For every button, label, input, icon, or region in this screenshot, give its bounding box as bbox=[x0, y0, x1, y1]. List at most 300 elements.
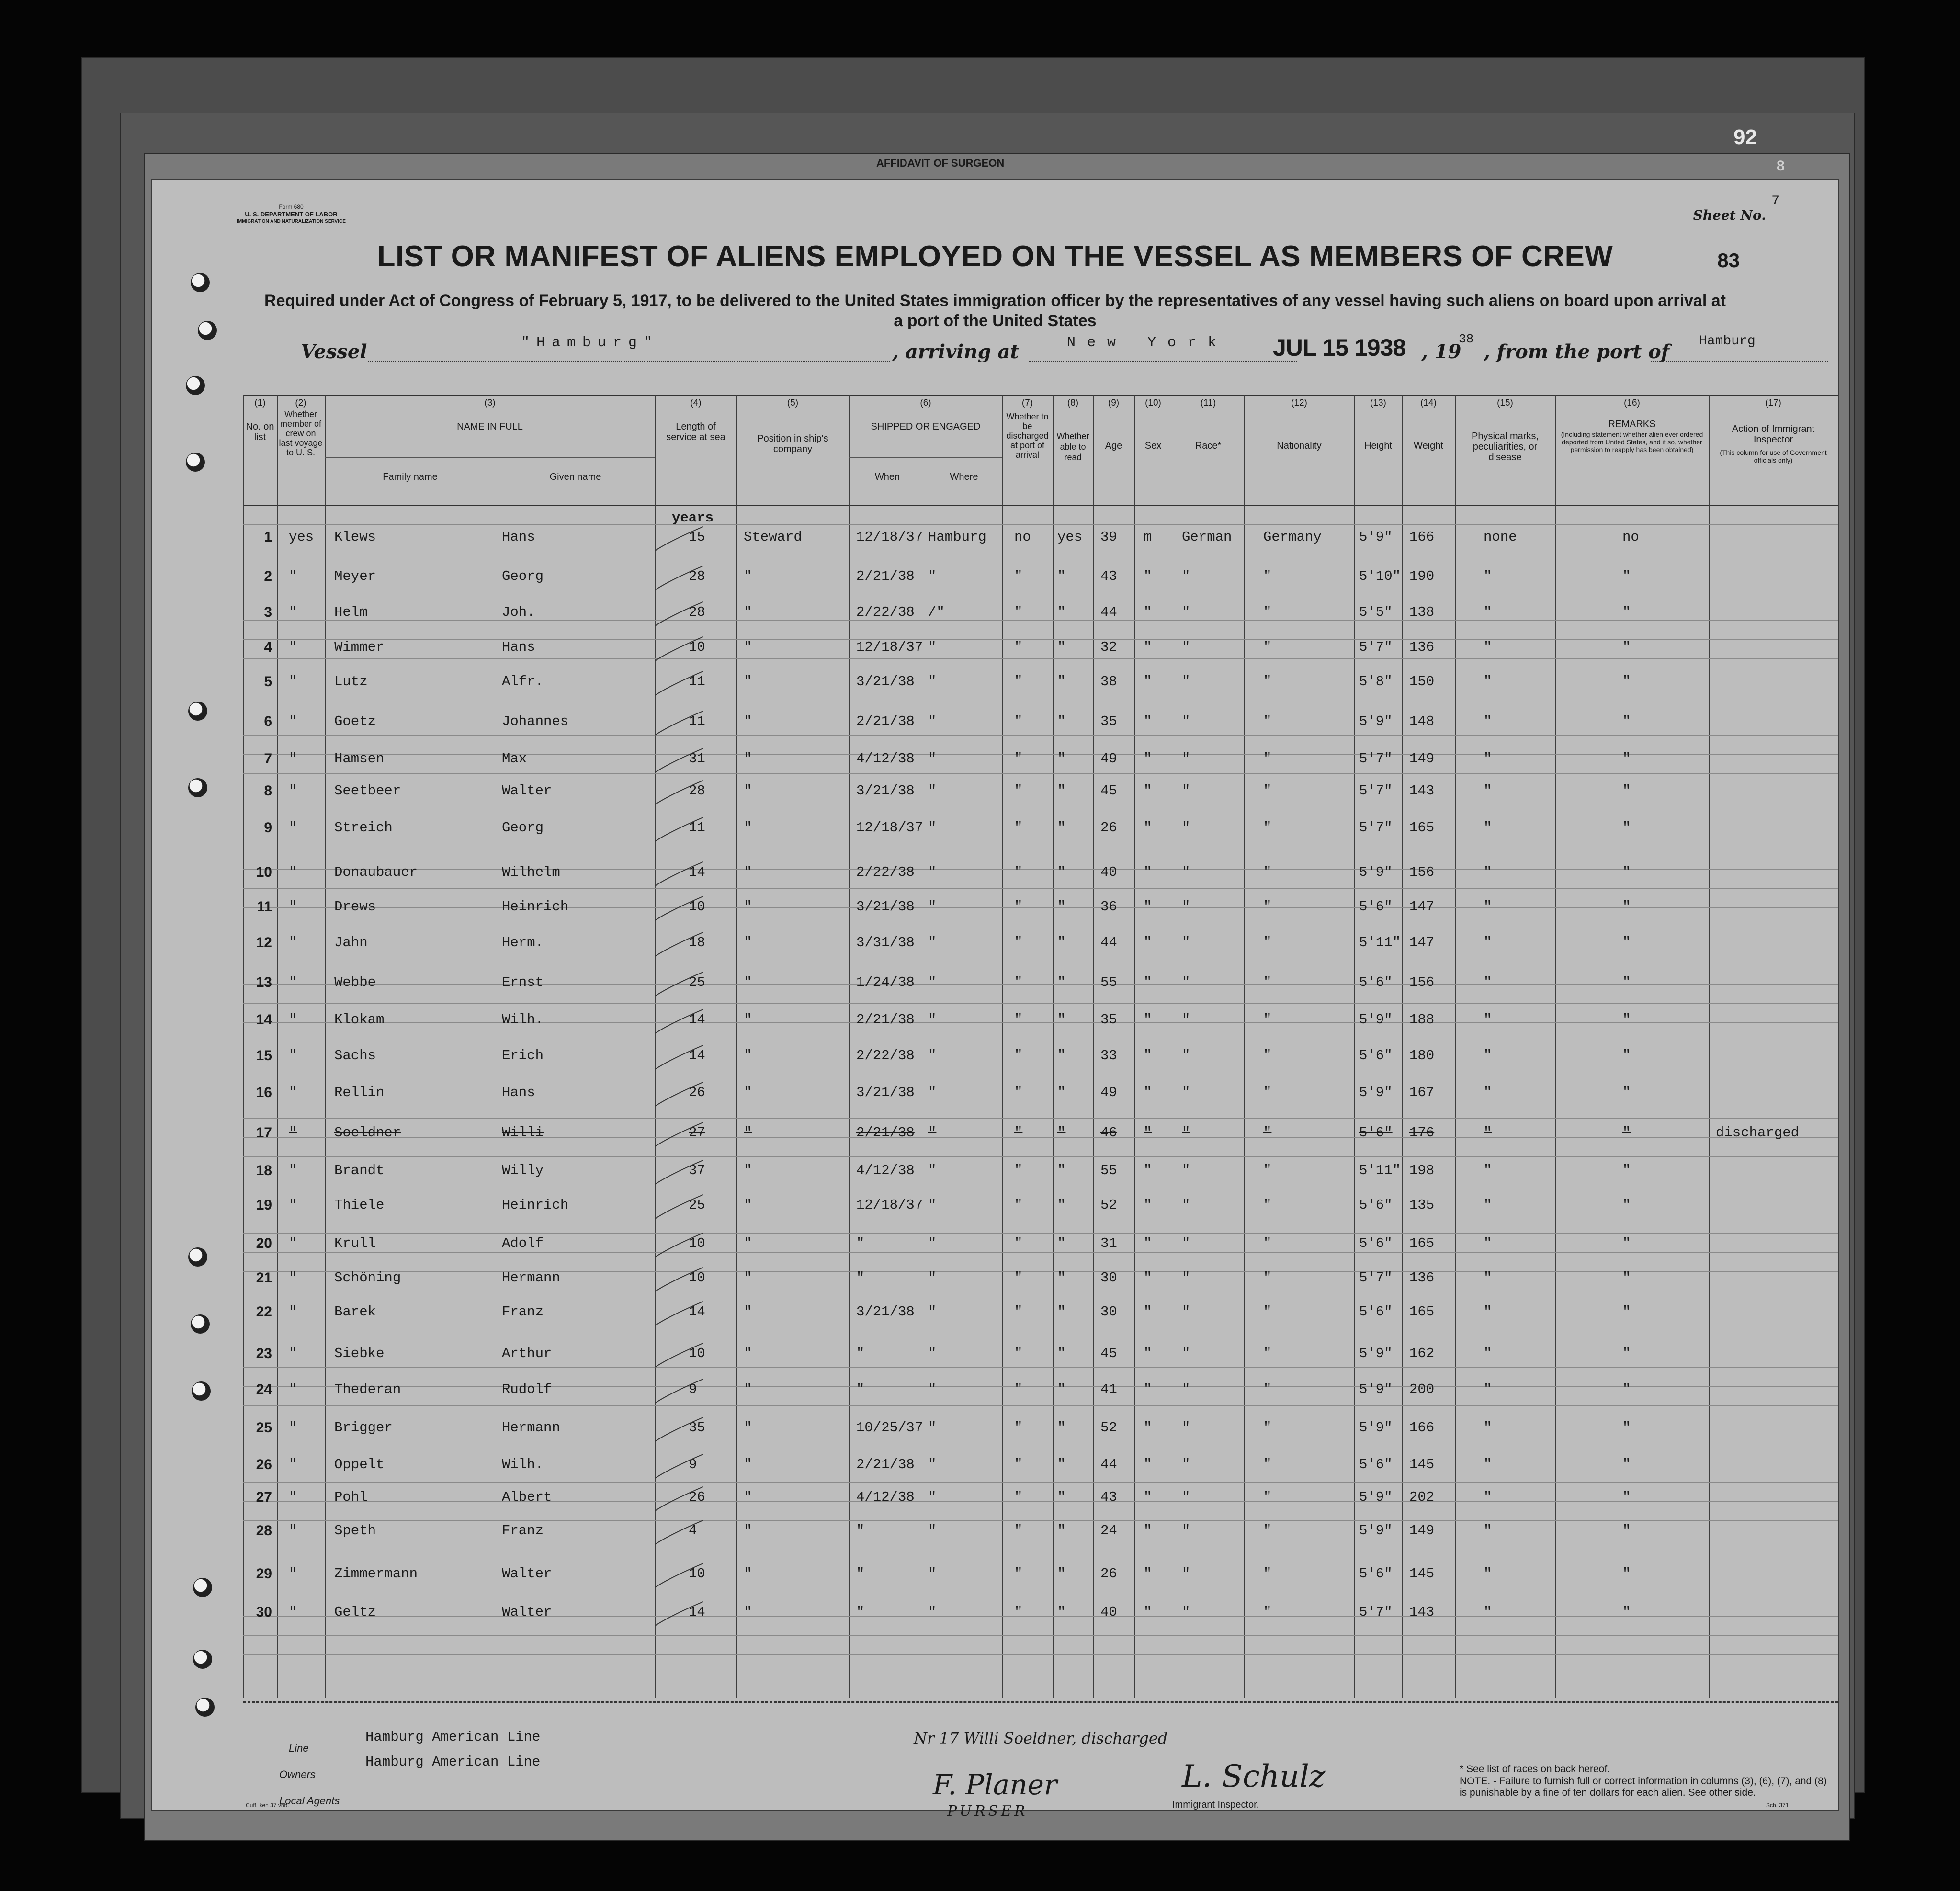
member-cell: " bbox=[289, 899, 297, 915]
shipped-when-cell: 12/18/37 bbox=[856, 639, 923, 655]
row-number: 16 bbox=[256, 1085, 272, 1100]
able-to-read-cell: " bbox=[1057, 751, 1066, 767]
col-number: (5) bbox=[787, 398, 799, 408]
position-cell: " bbox=[744, 639, 752, 655]
able-to-read-cell: " bbox=[1057, 1346, 1066, 1361]
position-cell: " bbox=[744, 935, 752, 951]
physical-marks-cell: " bbox=[1484, 820, 1492, 836]
age-cell: 52 bbox=[1100, 1197, 1117, 1213]
tally-mark bbox=[655, 527, 703, 551]
member-cell: " bbox=[289, 1457, 297, 1472]
family-name-cell: Hamsen bbox=[334, 751, 385, 767]
shipped-when-cell: 12/18/37 bbox=[856, 820, 923, 836]
row-number: 13 bbox=[256, 974, 272, 990]
from-port-underline bbox=[1651, 361, 1828, 362]
shipped-when-cell: " bbox=[856, 1346, 865, 1361]
tally-mark bbox=[655, 1487, 703, 1511]
tally-mark bbox=[655, 781, 703, 804]
physical-marks-cell: " bbox=[1484, 899, 1492, 915]
print-code: Cuff. ken 37 vnb. bbox=[246, 1802, 289, 1809]
able-to-read-cell: " bbox=[1057, 713, 1066, 729]
tally-mark bbox=[655, 1082, 703, 1106]
nationality-cell: " bbox=[1263, 783, 1272, 799]
nationality-cell: " bbox=[1263, 1604, 1272, 1620]
age-cell: 26 bbox=[1100, 1566, 1117, 1582]
discharged-cell: " bbox=[1014, 1012, 1023, 1028]
shipped-when-cell: " bbox=[856, 1235, 865, 1251]
nationality-cell: " bbox=[1263, 899, 1272, 915]
age-cell: 45 bbox=[1100, 1346, 1117, 1361]
given-name-cell: Franz bbox=[502, 1523, 544, 1539]
weight-cell: 135 bbox=[1409, 1197, 1435, 1213]
col-number: (16) bbox=[1624, 398, 1640, 408]
race-cell: " bbox=[1182, 1381, 1190, 1397]
row-number: 8 bbox=[264, 783, 272, 799]
sex-cell: " bbox=[1144, 1566, 1152, 1582]
able-to-read-cell: " bbox=[1057, 568, 1066, 584]
race-cell: " bbox=[1182, 1457, 1190, 1472]
weight-cell: 145 bbox=[1409, 1566, 1435, 1582]
header-physical: Physical marks, peculiarities, or disease bbox=[1471, 431, 1539, 463]
able-to-read-cell: " bbox=[1057, 1420, 1066, 1436]
position-cell: " bbox=[744, 974, 752, 990]
header-action-sub: (This column for use of Government officials only) bbox=[1720, 449, 1827, 464]
race-cell: " bbox=[1182, 1604, 1190, 1620]
race-cell: " bbox=[1182, 568, 1190, 584]
position-cell: " bbox=[744, 1085, 752, 1100]
discharged-cell: " bbox=[1014, 1523, 1023, 1539]
height-cell: 5'8" bbox=[1359, 674, 1393, 690]
age-cell: 55 bbox=[1100, 974, 1117, 990]
remarks-cell: " bbox=[1622, 1235, 1631, 1251]
height-cell: 5'9" bbox=[1359, 1012, 1393, 1028]
age-cell: 35 bbox=[1100, 713, 1117, 729]
tally-mark bbox=[655, 1302, 703, 1325]
shipped-when-cell: 2/22/38 bbox=[856, 604, 915, 620]
header-given-name: Given name bbox=[549, 472, 601, 482]
remarks-cell: " bbox=[1622, 1489, 1631, 1505]
given-name-cell: Ernst bbox=[502, 974, 544, 990]
position-cell: " bbox=[744, 1457, 752, 1472]
physical-marks-cell: " bbox=[1484, 1604, 1492, 1620]
race-cell: " bbox=[1182, 1235, 1190, 1251]
service-length-cell: 35 bbox=[689, 1420, 705, 1436]
sex-cell: " bbox=[1144, 864, 1152, 880]
given-name-cell: Hermann bbox=[502, 1270, 560, 1286]
family-name-cell: Krull bbox=[334, 1235, 376, 1251]
races-note: * See list of races on back hereof. bbox=[1460, 1764, 1610, 1775]
punch-hole bbox=[186, 453, 205, 472]
row-number: 30 bbox=[256, 1604, 272, 1620]
service-length-cell: 26 bbox=[689, 1085, 705, 1100]
header-no-on-list: No. on list bbox=[246, 421, 274, 442]
able-to-read-cell: " bbox=[1057, 974, 1066, 990]
age-cell: 44 bbox=[1100, 1457, 1117, 1472]
position-cell: " bbox=[744, 751, 752, 767]
weight-cell: 145 bbox=[1409, 1457, 1435, 1472]
physical-marks-cell: " bbox=[1484, 1270, 1492, 1286]
inspector-label: Immigrant Inspector. bbox=[1172, 1800, 1259, 1810]
weight-cell: 198 bbox=[1409, 1163, 1435, 1178]
discharged-cell: " bbox=[1014, 1566, 1023, 1582]
able-to-read-cell: " bbox=[1057, 899, 1066, 915]
row-number: 10 bbox=[256, 864, 272, 880]
sex-cell: " bbox=[1144, 1163, 1152, 1178]
age-cell: 55 bbox=[1100, 1163, 1117, 1178]
remarks-cell: " bbox=[1622, 1457, 1631, 1472]
height-cell: 5'9" bbox=[1359, 529, 1393, 545]
header-when: When bbox=[874, 472, 900, 482]
given-name-cell: Walter bbox=[502, 783, 552, 799]
row-number: 22 bbox=[256, 1304, 272, 1320]
nationality-cell: " bbox=[1263, 604, 1272, 620]
service-length-cell: 14 bbox=[689, 1012, 705, 1028]
able-to-read-cell: " bbox=[1057, 1270, 1066, 1286]
member-cell: " bbox=[289, 674, 297, 690]
member-cell: " bbox=[289, 935, 297, 951]
family-name-cell: Meyer bbox=[334, 568, 376, 584]
remarks-cell: " bbox=[1622, 1048, 1631, 1064]
row-number: 4 bbox=[264, 639, 272, 655]
shipped-when-cell: 3/21/38 bbox=[856, 674, 915, 690]
header-remarks-sub: (Including statement whether alien ever ordered deported from United States, and if so, whether permission to reapply has been obtained) bbox=[1561, 430, 1703, 453]
given-name-cell: Adolf bbox=[502, 1235, 544, 1251]
nationality-cell: " bbox=[1263, 1523, 1272, 1539]
given-name-cell: Herm. bbox=[502, 935, 544, 951]
col-number: (14) bbox=[1420, 398, 1437, 408]
service-length-cell: 28 bbox=[689, 604, 705, 620]
tally-mark bbox=[655, 1602, 703, 1626]
physical-marks-cell: " bbox=[1484, 1125, 1492, 1141]
remarks-cell: " bbox=[1622, 864, 1631, 880]
service-length-cell: 10 bbox=[689, 899, 705, 915]
row-number: 5 bbox=[264, 674, 272, 690]
family-name-cell: Rellin bbox=[334, 1085, 385, 1100]
height-cell: 5'6" bbox=[1359, 1235, 1393, 1251]
port-underline bbox=[1029, 361, 1297, 362]
position-cell: " bbox=[744, 1523, 752, 1539]
position-cell: " bbox=[744, 604, 752, 620]
race-cell: " bbox=[1182, 1523, 1190, 1539]
row-number: 26 bbox=[256, 1457, 272, 1472]
discharged-cell: " bbox=[1014, 899, 1023, 915]
family-name-cell: Brandt bbox=[334, 1163, 385, 1178]
owners-label: Owners bbox=[279, 1768, 316, 1780]
header-shipped: SHIPPED OR ENGAGED bbox=[871, 421, 981, 432]
nationality-cell: " bbox=[1263, 820, 1272, 836]
punch-hole bbox=[188, 702, 207, 721]
remarks-cell: " bbox=[1622, 639, 1631, 655]
member-cell: " bbox=[289, 713, 297, 729]
race-cell: German bbox=[1182, 529, 1232, 545]
member-cell: " bbox=[289, 820, 297, 836]
sex-cell: " bbox=[1144, 1604, 1152, 1620]
race-cell: " bbox=[1182, 1346, 1190, 1361]
position-cell: " bbox=[744, 1012, 752, 1028]
weight-cell: 180 bbox=[1409, 1048, 1435, 1064]
sex-cell: " bbox=[1144, 1489, 1152, 1505]
shipped-where-cell: " bbox=[928, 783, 937, 799]
physical-marks-cell: " bbox=[1484, 674, 1492, 690]
weight-cell: 165 bbox=[1409, 1304, 1435, 1320]
tally-mark bbox=[655, 1045, 703, 1069]
member-cell: " bbox=[289, 1489, 297, 1505]
physical-marks-cell: " bbox=[1484, 864, 1492, 880]
shipped-where-cell: " bbox=[928, 1304, 937, 1320]
age-cell: 31 bbox=[1100, 1235, 1117, 1251]
position-cell: " bbox=[744, 1270, 752, 1286]
tally-mark bbox=[655, 1454, 703, 1478]
age-cell: 41 bbox=[1100, 1381, 1117, 1397]
family-name-cell: Zimmermann bbox=[334, 1566, 418, 1582]
tally-mark bbox=[655, 1379, 703, 1403]
weight-cell: 147 bbox=[1409, 935, 1435, 951]
age-cell: 30 bbox=[1100, 1270, 1117, 1286]
service-length-cell: 10 bbox=[689, 639, 705, 655]
physical-marks-cell: " bbox=[1484, 1085, 1492, 1100]
discharged-cell: " bbox=[1014, 1346, 1023, 1361]
sex-cell: " bbox=[1144, 1048, 1152, 1064]
position-cell: " bbox=[744, 1048, 752, 1064]
header-weight: Weight bbox=[1414, 441, 1443, 451]
sex-cell: m bbox=[1144, 529, 1152, 545]
remarks-cell: " bbox=[1622, 713, 1631, 729]
able-to-read-cell: " bbox=[1057, 1604, 1066, 1620]
row-number: 20 bbox=[256, 1235, 272, 1251]
physical-marks-cell: " bbox=[1484, 751, 1492, 767]
weight-cell: 149 bbox=[1409, 1523, 1435, 1539]
height-cell: 5'7" bbox=[1359, 820, 1393, 836]
race-cell: " bbox=[1182, 1012, 1190, 1028]
position-cell: " bbox=[744, 1235, 752, 1251]
position-cell: " bbox=[744, 1125, 752, 1141]
given-name-cell: Alfr. bbox=[502, 674, 544, 690]
nationality-cell: " bbox=[1263, 1381, 1272, 1397]
race-cell: " bbox=[1182, 674, 1190, 690]
line-label: Line bbox=[289, 1742, 309, 1754]
member-cell: " bbox=[289, 604, 297, 620]
given-name-cell: Rudolf bbox=[502, 1381, 552, 1397]
physical-marks-cell: " bbox=[1484, 1163, 1492, 1178]
age-cell: 24 bbox=[1100, 1523, 1117, 1539]
able-to-read-cell: " bbox=[1057, 1235, 1066, 1251]
shipped-where-cell: " bbox=[928, 1048, 937, 1064]
age-cell: 44 bbox=[1100, 935, 1117, 951]
nationality-cell: " bbox=[1263, 1085, 1272, 1100]
given-name-cell: Georg bbox=[502, 568, 544, 584]
shipped-where-cell: " bbox=[928, 1125, 937, 1141]
position-cell: " bbox=[744, 674, 752, 690]
punch-hole bbox=[191, 1314, 210, 1334]
nationality-cell: " bbox=[1263, 751, 1272, 767]
weight-cell: 136 bbox=[1409, 639, 1435, 655]
member-cell: " bbox=[289, 1346, 297, 1361]
height-cell: 5'7" bbox=[1359, 1604, 1393, 1620]
family-name-cell: Speth bbox=[334, 1523, 376, 1539]
family-name-cell: Klews bbox=[334, 529, 376, 545]
discharged-cell: " bbox=[1014, 1125, 1023, 1141]
height-cell: 5'7" bbox=[1359, 751, 1393, 767]
age-cell: 44 bbox=[1100, 604, 1117, 620]
weight-cell: 148 bbox=[1409, 713, 1435, 729]
shipped-where-cell: " bbox=[928, 820, 937, 836]
shipped-when-cell: 2/21/38 bbox=[856, 568, 915, 584]
position-cell: " bbox=[744, 783, 752, 799]
position-cell: " bbox=[744, 1346, 752, 1361]
remarks-cell: " bbox=[1622, 1346, 1631, 1361]
given-name-cell: Heinrich bbox=[502, 899, 569, 915]
shipped-when-cell: 2/21/38 bbox=[856, 713, 915, 729]
shipped-where-cell: /" bbox=[928, 604, 945, 620]
shipped-when-cell: 3/21/38 bbox=[856, 783, 915, 799]
sex-cell: " bbox=[1144, 783, 1152, 799]
service-length-cell: 4 bbox=[689, 1523, 697, 1539]
discharged-cell: " bbox=[1014, 1085, 1023, 1100]
tally-mark bbox=[655, 1520, 703, 1544]
tally-mark bbox=[655, 637, 703, 661]
discharged-cell: " bbox=[1014, 1457, 1023, 1472]
able-to-read-cell: " bbox=[1057, 1048, 1066, 1064]
year-suffix: 38 bbox=[1459, 332, 1474, 346]
arrival-port: New York bbox=[1067, 335, 1228, 351]
race-cell: " bbox=[1182, 1048, 1190, 1064]
sex-cell: " bbox=[1144, 1420, 1152, 1436]
purser-signature: F. Planer bbox=[933, 1768, 1057, 1801]
physical-marks-cell: " bbox=[1484, 639, 1492, 655]
shipped-where-cell: " bbox=[928, 713, 937, 729]
age-cell: 46 bbox=[1100, 1125, 1117, 1141]
able-to-read-cell: " bbox=[1057, 1163, 1066, 1178]
height-cell: 5'9" bbox=[1359, 1346, 1393, 1361]
shipped-where-cell: " bbox=[928, 1420, 937, 1436]
height-cell: 5'6" bbox=[1359, 1304, 1393, 1320]
age-cell: 45 bbox=[1100, 783, 1117, 799]
form-number: Form 680 bbox=[279, 204, 304, 210]
header-whether-member: Whether member of crew on last voyage to U. S. bbox=[279, 409, 323, 457]
page-title: LIST OR MANIFEST OF ALIENS EMPLOYED ON THE VESSEL AS MEMBERS OF CREW bbox=[377, 240, 1613, 273]
crew-table bbox=[243, 395, 1838, 1698]
weight-cell: 202 bbox=[1409, 1489, 1435, 1505]
years-label: years bbox=[672, 510, 714, 526]
discharged-cell: no bbox=[1014, 529, 1031, 545]
position-cell: " bbox=[744, 1420, 752, 1436]
able-to-read-cell: " bbox=[1057, 1523, 1066, 1539]
family-name-cell: Brigger bbox=[334, 1420, 393, 1436]
physical-marks-cell: " bbox=[1484, 974, 1492, 990]
member-cell: yes bbox=[289, 529, 314, 545]
row-number: 23 bbox=[256, 1346, 272, 1361]
shipped-when-cell: 2/21/38 bbox=[856, 1457, 915, 1472]
remarks-cell: " bbox=[1622, 974, 1631, 990]
shipped-when-cell: 2/21/38 bbox=[856, 1125, 915, 1141]
sex-cell: " bbox=[1144, 1012, 1152, 1028]
physical-marks-cell: " bbox=[1484, 1420, 1492, 1436]
shipped-when-cell: 3/31/38 bbox=[856, 935, 915, 951]
family-name-cell: Oppelt bbox=[334, 1457, 385, 1472]
service-length-cell: 25 bbox=[689, 974, 705, 990]
given-name-cell: Arthur bbox=[502, 1346, 552, 1361]
member-cell: " bbox=[289, 864, 297, 880]
col-number: (7) bbox=[1021, 398, 1033, 408]
given-name-cell: Hermann bbox=[502, 1420, 560, 1436]
header-discharged: Whether to be discharged at port of arrival bbox=[1006, 412, 1049, 460]
tally-mark bbox=[655, 862, 703, 886]
nationality-cell: " bbox=[1263, 568, 1272, 584]
service-length-cell: 14 bbox=[689, 864, 705, 880]
able-to-read-cell: " bbox=[1057, 1381, 1066, 1397]
position-cell: " bbox=[744, 864, 752, 880]
header-sex: Sex bbox=[1144, 441, 1162, 451]
able-to-read-cell: " bbox=[1057, 1489, 1066, 1505]
punch-hole bbox=[195, 1698, 215, 1717]
arriving-label: , arriving at bbox=[892, 340, 1019, 363]
physical-marks-cell: " bbox=[1484, 1457, 1492, 1472]
family-name-cell: Lutz bbox=[334, 674, 368, 690]
height-cell: 5'9" bbox=[1359, 864, 1393, 880]
physical-marks-cell: " bbox=[1484, 1381, 1492, 1397]
discharged-cell: " bbox=[1014, 639, 1023, 655]
position-cell: " bbox=[744, 713, 752, 729]
tally-mark bbox=[655, 566, 703, 590]
sex-cell: " bbox=[1144, 899, 1152, 915]
tally-mark bbox=[655, 1233, 703, 1257]
tally-mark bbox=[655, 932, 703, 956]
shipped-where-cell: " bbox=[928, 1523, 937, 1539]
given-name-cell: Hans bbox=[502, 529, 535, 545]
remarks-cell: " bbox=[1622, 1523, 1631, 1539]
discharged-cell: " bbox=[1014, 1304, 1023, 1320]
row-number: 15 bbox=[256, 1048, 272, 1064]
shipped-where-cell: " bbox=[928, 935, 937, 951]
shipped-when-cell: 1/24/38 bbox=[856, 974, 915, 990]
shipped-when-cell: 3/21/38 bbox=[856, 1085, 915, 1100]
able-to-read-cell: " bbox=[1057, 639, 1066, 655]
given-name-cell: Heinrich bbox=[502, 1197, 569, 1213]
able-to-read-cell: " bbox=[1057, 864, 1066, 880]
weight-cell: 165 bbox=[1409, 820, 1435, 836]
shipped-where-cell: " bbox=[928, 568, 937, 584]
position-cell: " bbox=[744, 1566, 752, 1582]
given-name-cell: Wilh. bbox=[502, 1012, 544, 1028]
remarks-cell: " bbox=[1622, 1125, 1631, 1141]
shipped-where-cell: " bbox=[928, 1346, 937, 1361]
remarks-cell: " bbox=[1622, 935, 1631, 951]
row-number: 9 bbox=[264, 820, 272, 836]
row-number: 28 bbox=[256, 1523, 272, 1539]
physical-marks-cell: " bbox=[1484, 935, 1492, 951]
shipped-where-cell: " bbox=[928, 1085, 937, 1100]
age-cell: 36 bbox=[1100, 899, 1117, 915]
from-port-label: , from the port of bbox=[1484, 340, 1670, 363]
family-name-cell: Donaubauer bbox=[334, 864, 418, 880]
height-cell: 5'6" bbox=[1359, 1457, 1393, 1472]
nationality-cell: " bbox=[1263, 1197, 1272, 1213]
height-cell: 5'9" bbox=[1359, 1489, 1393, 1505]
row-number: 19 bbox=[256, 1197, 272, 1213]
able-to-read-cell: " bbox=[1057, 1457, 1066, 1472]
given-name-cell: Willi bbox=[502, 1125, 544, 1141]
col-divider bbox=[1838, 395, 1839, 1698]
punch-hole bbox=[186, 376, 205, 395]
header-able-read: Whether able to read bbox=[1056, 431, 1089, 462]
sex-cell: " bbox=[1144, 1523, 1152, 1539]
height-cell: 5'7" bbox=[1359, 639, 1393, 655]
given-name-cell: Franz bbox=[502, 1304, 544, 1320]
shipped-where-cell: " bbox=[928, 1489, 937, 1505]
able-to-read-cell: " bbox=[1057, 1566, 1066, 1582]
race-cell: " bbox=[1182, 751, 1190, 767]
tally-mark bbox=[655, 972, 703, 996]
